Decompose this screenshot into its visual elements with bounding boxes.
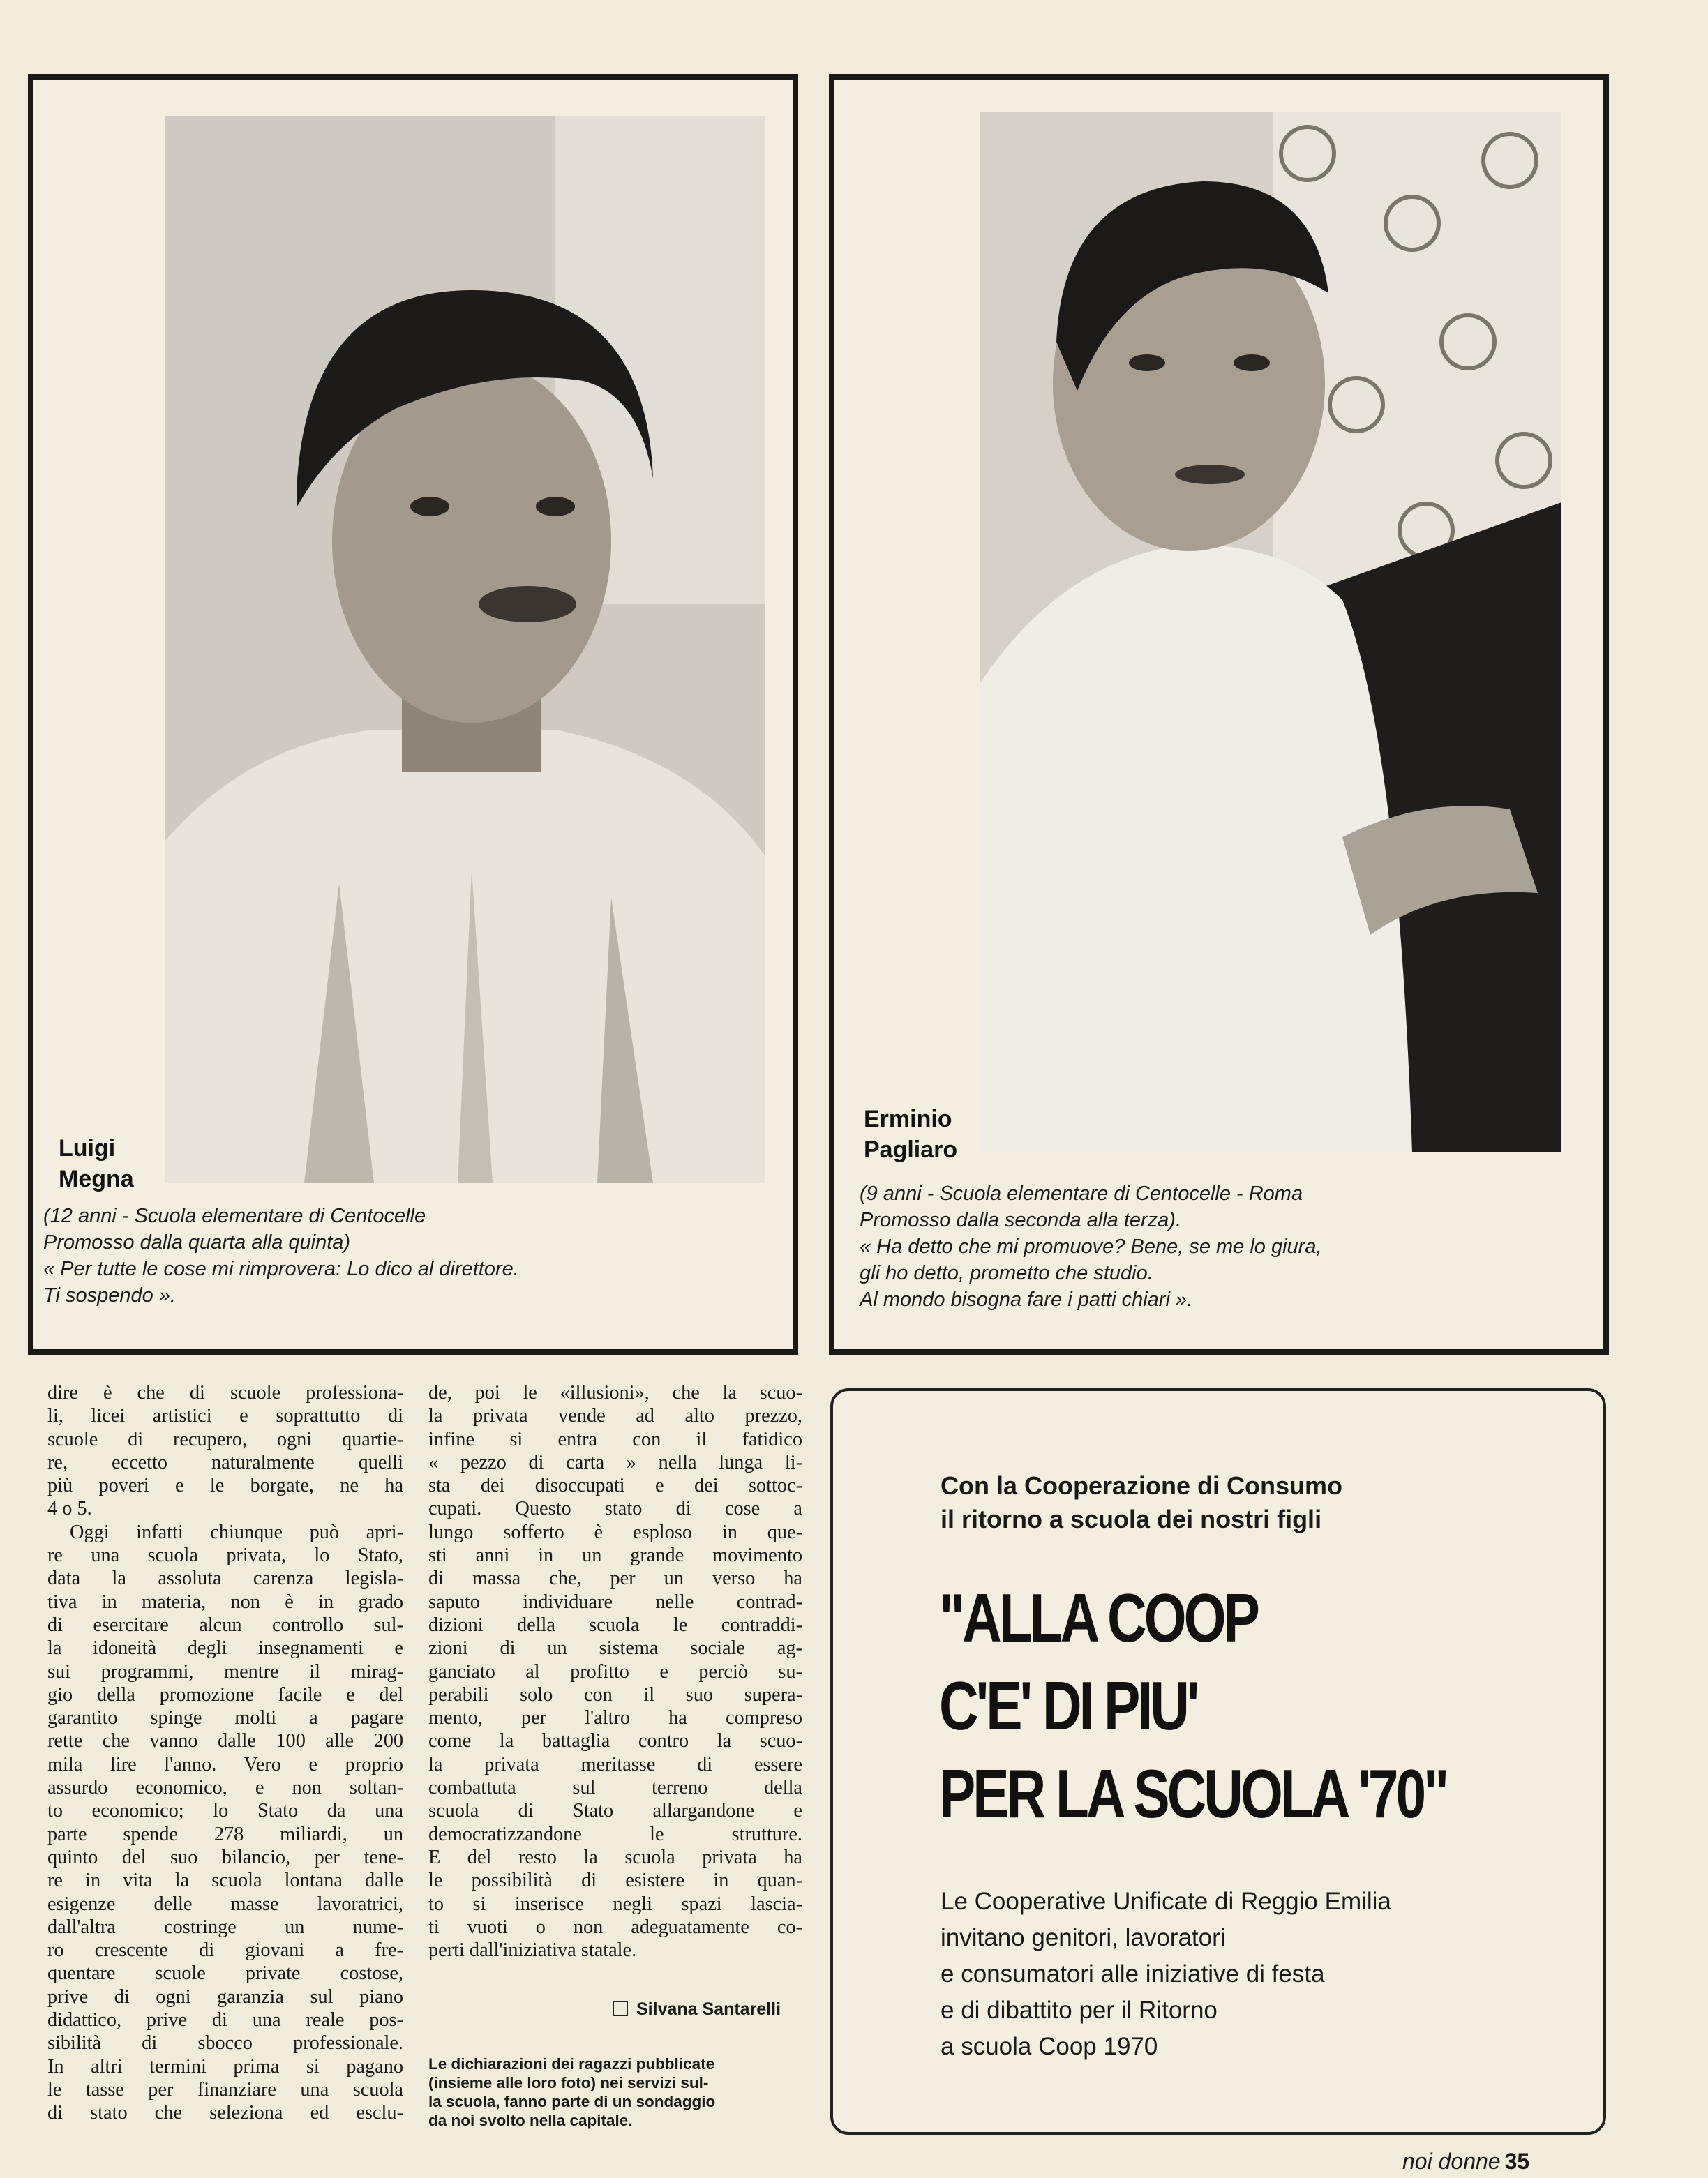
article-line: sui programmi, mentre il mirag-: [47, 1660, 403, 1683]
article-line: la privata meritasse di essere: [428, 1753, 802, 1775]
article-line: zioni di un sistema sociale ag-: [428, 1637, 802, 1660]
portrait-illustration-right: [980, 112, 1561, 1152]
article-line: saputo individuare nelle contrad-: [428, 1591, 802, 1613]
article-line: lungo sofferto è esploso in que-: [428, 1521, 802, 1543]
person-name-left: [59, 1133, 134, 1194]
footnote-line: (insieme alle loro foto) nei servizi sul-: [428, 2074, 709, 2091]
article-line: re, eccetto naturalmente quelli: [47, 1451, 403, 1473]
name-line: Erminio: [864, 1106, 952, 1132]
article-line: sti anni in un grande movimento: [428, 1545, 802, 1567]
ad-headline-line: "ALLA COOP: [939, 1579, 1257, 1656]
author-name: Silvana Santarelli: [636, 1999, 781, 2019]
article-line: assurdo economico, e non soltan-: [47, 1777, 403, 1799]
page-number: 35: [1504, 2149, 1530, 2174]
magazine-name: noi donne: [1402, 2149, 1501, 2174]
article-line: to si inserisce negli spazi lascia-: [428, 1893, 802, 1915]
coop-advertisement: [830, 1388, 1606, 2135]
article-line: dizioni della scuola le contraddi-: [428, 1614, 802, 1636]
article-line: tiva in materia, non è in grado: [47, 1591, 403, 1613]
page-footer: [1402, 2149, 1529, 2175]
article-line: di stato che seleziona ed esclu-: [47, 2102, 403, 2124]
article-line: data la assoluta carenza legisla-: [47, 1568, 403, 1590]
article-byline: [613, 1999, 781, 2020]
article-line: dire è che di scuole professiona-: [47, 1382, 403, 1404]
article-line: to economico; lo Stato da una: [47, 1800, 403, 1822]
photo-caption-right: [860, 1180, 1322, 1313]
article-line: infine si entra con il fatidico: [428, 1428, 802, 1450]
caption-line: « Ha detto che mi promuove? Bene, se me lo giura,: [860, 1236, 1322, 1258]
article-line: quinto del suo bilancio, per tene-: [47, 1846, 403, 1868]
ad-headline-line: C'E' DI PIU': [939, 1667, 1197, 1744]
article-line: ro crescente di giovani a fre-: [47, 1939, 403, 1962]
person-name-right: [864, 1104, 957, 1165]
article-line: didattico, prive di una reale pos-: [47, 2009, 403, 2031]
article-line: re in vita la scuola lontana dalle: [47, 1870, 403, 1892]
article-line: scuola di Stato allargandone e: [428, 1800, 802, 1822]
name-line: Megna: [59, 1166, 134, 1192]
article-line: cupati. Questo stato di cose a: [428, 1498, 802, 1520]
photo-frame-left: [28, 74, 798, 1355]
ad-body: [941, 1884, 1391, 2065]
ad-headline-line: PER LA SCUOLA '70": [939, 1755, 1447, 1832]
article-line: prive di ogni garanzia sul piano: [47, 1985, 403, 2008]
article-line: gio della promozione facile e del: [47, 1683, 403, 1706]
article-line: le possibilità di esistere in quan-: [428, 1870, 802, 1892]
article-line: quentare scuole private costose,: [47, 1962, 403, 1985]
portrait-photo-erminio-pagliaro: [980, 112, 1561, 1152]
article-footnote: [428, 2055, 805, 2130]
caption-line: (9 anni - Scuola elementare di Centocelle - Roma: [860, 1182, 1303, 1205]
caption-line: « Per tutte le cose mi rimprovera: Lo dico al direttore.: [43, 1258, 519, 1280]
article-line: E del resto la scuola privata ha: [428, 1846, 802, 1868]
footnote-line: Le dichiarazioni dei ragazzi pubblicate: [428, 2055, 715, 2073]
ad-body-line: e di dibattito per il Ritorno: [941, 1997, 1218, 2024]
caption-line: gli ho detto, prometto che studio.: [860, 1262, 1153, 1284]
article-line: combattuta sul terreno della: [428, 1777, 802, 1799]
ad-intro-line: il ritorno a scuola dei nostri figli: [941, 1505, 1322, 1533]
article-line: la idoneità degli insegnamenti e: [47, 1637, 403, 1660]
footnote-line: la scuola, fanno parte di un sondaggio: [428, 2093, 716, 2110]
article-line: la privata vende ad alto prezzo,: [428, 1405, 802, 1427]
photo-caption-left: [43, 1203, 519, 1309]
ad-headline: [939, 1574, 1446, 1838]
name-line: Pagliaro: [864, 1136, 958, 1163]
portrait-photo-luigi-megna: [165, 116, 765, 1183]
article-line: sta dei disoccupati e dei sottoc-: [428, 1475, 802, 1497]
caption-line: Al mondo bisogna fare i patti chiari ».: [860, 1289, 1193, 1311]
end-of-article-square-icon: [613, 2001, 628, 2016]
article-line: de, poi le «illusioni», che la scuo-: [428, 1382, 802, 1404]
article-line: mento, per l'altro ha compreso: [428, 1707, 802, 1729]
article-line: le tasse per finanziare una scuola: [47, 2078, 403, 2101]
ad-body-line: a scuola Coop 1970: [941, 2033, 1158, 2060]
caption-line: Promosso dalla seconda alla terza).: [860, 1209, 1182, 1231]
photo-frame-right: [829, 74, 1609, 1355]
article-line: re una scuola privata, lo Stato,: [47, 1545, 403, 1567]
portrait-illustration-left: [165, 116, 765, 1183]
caption-line: (12 anni - Scuola elementare di Centocelle: [43, 1205, 426, 1227]
ad-body-line: invitano genitori, lavoratori: [941, 1924, 1226, 1951]
article-line: garantito spinge molti a pagare: [47, 1707, 403, 1729]
ad-intro-line: Con la Cooperazione di Consumo: [941, 1471, 1343, 1500]
ad-body-line: Le Cooperative Unificate di Reggio Emilia: [941, 1888, 1391, 1915]
article-line: come la battaglia contro la scuo-: [428, 1730, 802, 1752]
article-line: parte spende 278 miliardi, un: [47, 1823, 403, 1845]
article-line: In altri termini prima si pagano: [47, 2055, 403, 2078]
article-line: ti vuoti o non adeguatamente co-: [428, 1916, 802, 1938]
article-line: ganciato al profitto e perciò su-: [428, 1660, 802, 1683]
article-line: più poveri e le borgate, ne ha: [47, 1475, 403, 1497]
article-line: esigenze delle masse lavoratrici,: [47, 1893, 403, 1915]
article-line: 4 o 5.: [47, 1498, 92, 1520]
article-line: di esercitare alcun controllo sul-: [47, 1614, 403, 1636]
article-column-2: [428, 1381, 802, 1962]
article-column-1: [47, 1381, 403, 2125]
article-line: dall'altra costringe un nume-: [47, 1916, 403, 1938]
article-line: « pezzo di carta » nella lunga li-: [428, 1451, 802, 1473]
article-line: li, licei artistici e soprattutto di: [47, 1405, 403, 1427]
ad-intro: [941, 1469, 1342, 1536]
caption-line: Promosso dalla quarta alla quinta): [43, 1231, 351, 1254]
caption-line: Ti sospendo ».: [43, 1284, 176, 1307]
article-line: di massa che, per un verso ha: [428, 1568, 802, 1590]
name-line: Luigi: [59, 1135, 116, 1162]
article-line: Oggi infatti chiunque può apri-: [70, 1521, 403, 1543]
article-line: perabili solo con il suo supera-: [428, 1683, 802, 1706]
article-line: scuole di recupero, ogni quartie-: [47, 1428, 403, 1450]
article-line: rette che vanno dalle 100 alle 200: [47, 1730, 403, 1752]
article-line: sibilità di sbocco professionale.: [47, 2032, 403, 2055]
footnote-line: da noi svolto nella capitale.: [428, 2112, 633, 2129]
article-line: democratizzandone le strutture.: [428, 1823, 802, 1845]
ad-body-line: e consumatori alle iniziative di festa: [941, 1960, 1325, 1988]
article-line: perti dall'iniziativa statale.: [428, 1939, 637, 1962]
article-line: mila lire l'anno. Vero e proprio: [47, 1753, 403, 1775]
